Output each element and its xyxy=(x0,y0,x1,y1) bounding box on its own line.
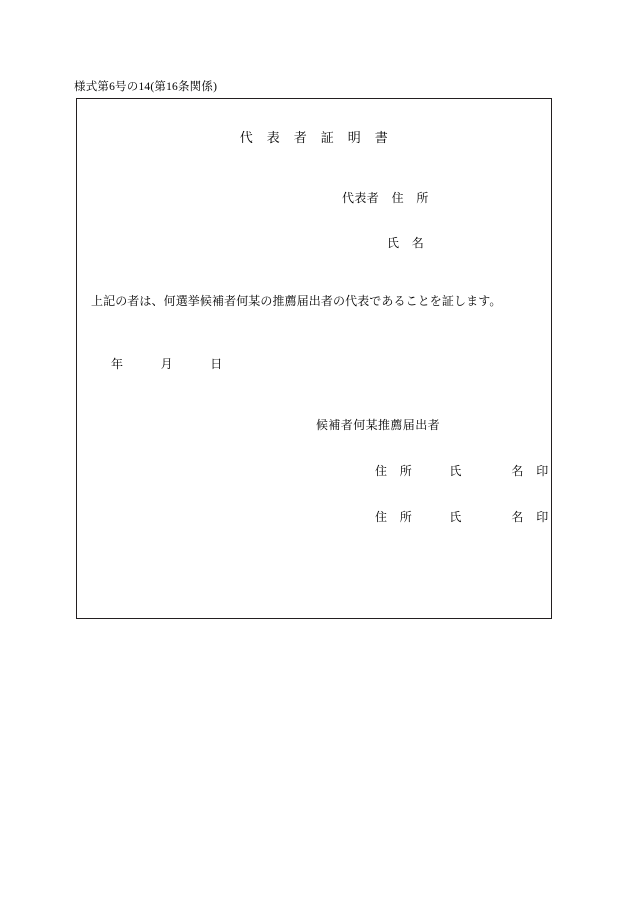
signature-line-2: 住 所 氏 名 印 xyxy=(375,510,549,524)
certification-statement: 上記の者は、何選挙候補者何某の推薦届出者の代表であることを証します。 xyxy=(91,294,502,308)
page-title: 代 表 者 証 明 書 xyxy=(239,130,389,145)
representative-name-label: 氏 名 xyxy=(387,236,425,250)
signature-line-1: 住 所 氏 名 印 xyxy=(375,464,549,478)
representative-address-label: 代表者 住 所 xyxy=(342,191,429,205)
recommender-title: 候補者何某推薦届出者 xyxy=(316,418,441,432)
certificate-box xyxy=(76,98,552,619)
date-line: 年 月 日 xyxy=(111,357,223,371)
form-number: 様式第6号の14(第16条関係) xyxy=(74,81,218,93)
